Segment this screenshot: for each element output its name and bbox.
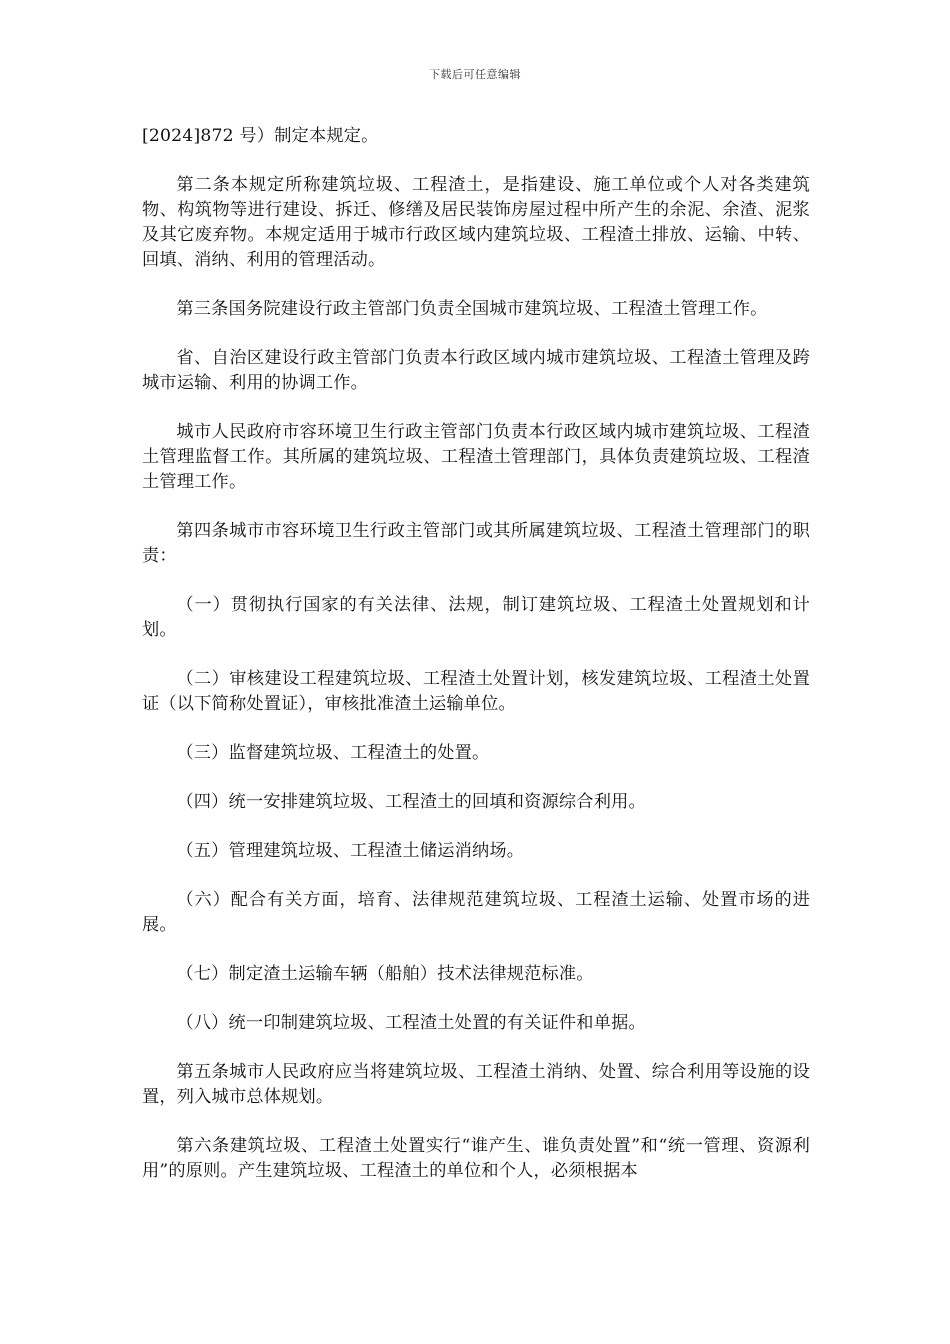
paragraph: 第二条本规定所称建筑垃圾、工程渣土，是指建设、施工单位或个人对各类建筑物、构筑物等进行建设、拆迁、修缮及居民装饰房屋过程中所产生的余泥、余渣、泥浆及其它废弃物。本规定适用于城市行政区域内建筑垃圾、工程渣土排放、运输、中转、回填、消纳、利用的管理活动。 (142, 175, 810, 270)
paragraph: （七）制定渣土运输车辆（船舶）技术法律规范标准。 (176, 964, 594, 984)
paragraph: （一）贯彻执行国家的有关法律、法规，制订建筑垃圾、工程渣土处置规划和计划。 (142, 595, 810, 640)
paragraph: 第三条国务院建设行政主管部门负责全国城市建筑垃圾、工程渣土管理工作。 (176, 299, 768, 319)
paragraph: 省、自治区建设行政主管部门负责本行政区域内城市建筑垃圾、工程渣土管理及跨城市运输、利用的协调工作。 (142, 348, 810, 393)
paragraph: 第六条建筑垃圾、工程渣土处置实行“谁产生、谁负责处置”和“统一管理、资源利用”的原则。产生建筑垃圾、工程渣土的单位和个人，必须根据本 (142, 1136, 810, 1181)
paragraph: （三）监督建筑垃圾、工程渣土的处置。 (176, 743, 490, 763)
paragraph: （五）管理建筑垃圾、工程渣土储运消纳场。 (176, 841, 525, 861)
page-header: 下载后可任意编辑 (429, 68, 521, 81)
paragraph: （二）审核建设工程建筑垃圾、工程渣土处置计划，核发建筑垃圾、工程渣土处置证（以下简称处置证），审核批准渣土运输单位。 (142, 669, 810, 714)
document-body (142, 124, 810, 1208)
paragraph: 第五条城市人民政府应当将建筑垃圾、工程渣土消纳、处置、综合利用等设施的设置，列入城市总体规划。 (142, 1062, 810, 1107)
paragraph: （八）统一印制建筑垃圾、工程渣土处置的有关证件和单据。 (176, 1013, 646, 1033)
paragraph: （六）配合有关方面，培育、法律规范建筑垃圾、工程渣土运输、处置市场的进展。 (142, 890, 810, 935)
paragraph: 第四条城市市容环境卫生行政主管部门或其所属建筑垃圾、工程渣土管理部门的职责： (142, 521, 810, 566)
paragraph: [2024]872 号）制定本规定。 (142, 126, 379, 146)
paragraph: （四）统一安排建筑垃圾、工程渣土的回填和资源综合利用。 (176, 792, 646, 812)
paragraph: 城市人民政府市容环境卫生行政主管部门负责本行政区域内城市建筑垃圾、工程渣土管理监督工作。其所属的建筑垃圾、工程渣土管理部门，具体负责建筑垃圾、工程渣土管理工作。 (142, 422, 810, 492)
